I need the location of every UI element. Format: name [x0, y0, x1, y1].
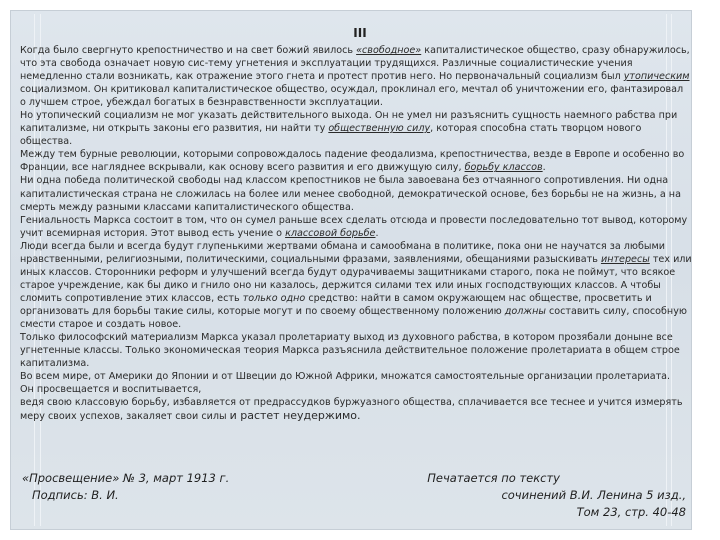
print-note	[427, 470, 686, 521]
text-run: , которая способна стать творцом нового общества.	[20, 123, 642, 148]
text-run: Гениальность Маркса состоит в том, что он сумел раньше всех сделать отсюда и провести последовательно тот вывод, которому учит всемирная история. Этот вывод есть учение о	[20, 214, 688, 239]
text-run: .	[542, 162, 546, 174]
paragraph	[20, 44, 692, 109]
text-run: средство: найти в самом окружающем нас обществе, просветить и организовать для борьбы такие силы, которые могут и по своему общественному положению	[20, 292, 652, 317]
text-run: и растет неудержимо.	[229, 409, 361, 423]
text-run: Когда было свергнуто крепостничество и на свет божий явилось	[20, 45, 357, 56]
text-run: Между тем бурные революции, которыми сопровождалось падение феодализма, крепостничества, везде в Европе и особенно во Франции, все нагляднее вскрывали, как основу всего развития и его движущую силу,	[20, 149, 685, 174]
paragraph: Он просвещается и воспитывается,	[20, 384, 202, 396]
print-note-line: Печатается по тексту	[427, 471, 560, 485]
print-note-line: сочинений В.И. Ленина 5 изд.,	[501, 488, 686, 502]
emphasis-text: «свободное»	[356, 45, 422, 56]
source-citation	[22, 470, 229, 504]
source-line: «Просвещение» № 3, март 1913 г.	[22, 471, 230, 485]
signature-line: Подпись: В. И.	[32, 488, 119, 502]
italic-text: должны	[504, 305, 546, 317]
paragraph	[20, 109, 692, 148]
print-note-line: Том 23, стр. 40-48	[576, 505, 686, 519]
text-run: капиталистическое общество, сразу обнаружилось, что эта свобода означает новую сис-тему угнетения и эксплуатации трудящихся. Различные социалистические учения немедленно стали возникать, как отражение этого гнета и протест против него. Но первоначальный социализм был	[20, 45, 690, 83]
text-run: социализмом. Он критиковал капиталистическое общество, осуждал, проклинал его, мечтал об уничтожении его, фантазировал о лучшем строе, убеждал богатых в безнравственности эксплуатации.	[20, 84, 684, 109]
paragraph: Только философский материализм Маркса указал пролетариату выход из духовного рабства, в котором прозябали доныне все угнетенные классы. Только экономическая теория Маркса разъяснила действительное положение пролетариата в общем строе капитализма.	[20, 332, 680, 370]
paragraph	[20, 214, 692, 240]
text-run: Но утопический социализм не мог указать действительного выхода. Он не умел ни разъяснить сущность наемного рабства при капитализме, ни открыть законы его развития, ни найти ту	[20, 110, 678, 135]
emphasis-text: классовой борьбе	[285, 227, 376, 239]
paragraph: Во всем мире, от Америки до Японии и от Швеции до Южной Африки, множатся самостоятельные организации пролетариата.	[20, 371, 671, 383]
paragraph	[20, 148, 692, 174]
text-run: .	[375, 227, 379, 239]
text-run: Люди всегда были и всегда будут глупенькими жертвами обмана и самообмана в политике, пока они не научатся за любыми нравственными, религиозными, политическими, социальными фразами, заявлениями, обещаниями разыскивать	[20, 240, 665, 265]
emphasis-text: интересы	[600, 253, 650, 265]
emphasis-text: борьбу классов	[464, 162, 543, 174]
italic-text: только одно	[242, 292, 306, 304]
paragraph	[20, 240, 692, 331]
text-run: ведя свою классовую борьбу, избавляется от предрассудков буржуазного общества, сплачивается все теснее и учится измерять меру своих успехов, закаляет свои силы	[20, 397, 683, 423]
paragraph: Ни одна победа политической свободы над классом крепостников не была завоевана без отчаянного сопротивления. Ни одна капиталистическая страна не сложилась на более или менее свободной, демократической основе, без борьбы не на жизнь, а на смерть между разными классами капиталистического общества.	[20, 175, 681, 213]
emphasis-text: утопическим	[623, 71, 690, 83]
article-body	[20, 44, 692, 423]
section-heading: III	[353, 26, 367, 40]
text-run: составить силу, способную смести старое и создать новое.	[20, 305, 687, 330]
text-run: тех или иных классов. Сторонники реформ и улучшений всегда будут одурачиваемы защитниками старого, пока не поймут, что всякое старое учреждение, как бы дико и гнило оно ни казалось, держится силами тех или иных господствующих классов. А чтобы сломить сопротивление этих классов, есть	[20, 253, 692, 304]
paragraph	[20, 396, 692, 423]
emphasis-text: общественную силу	[328, 123, 431, 135]
